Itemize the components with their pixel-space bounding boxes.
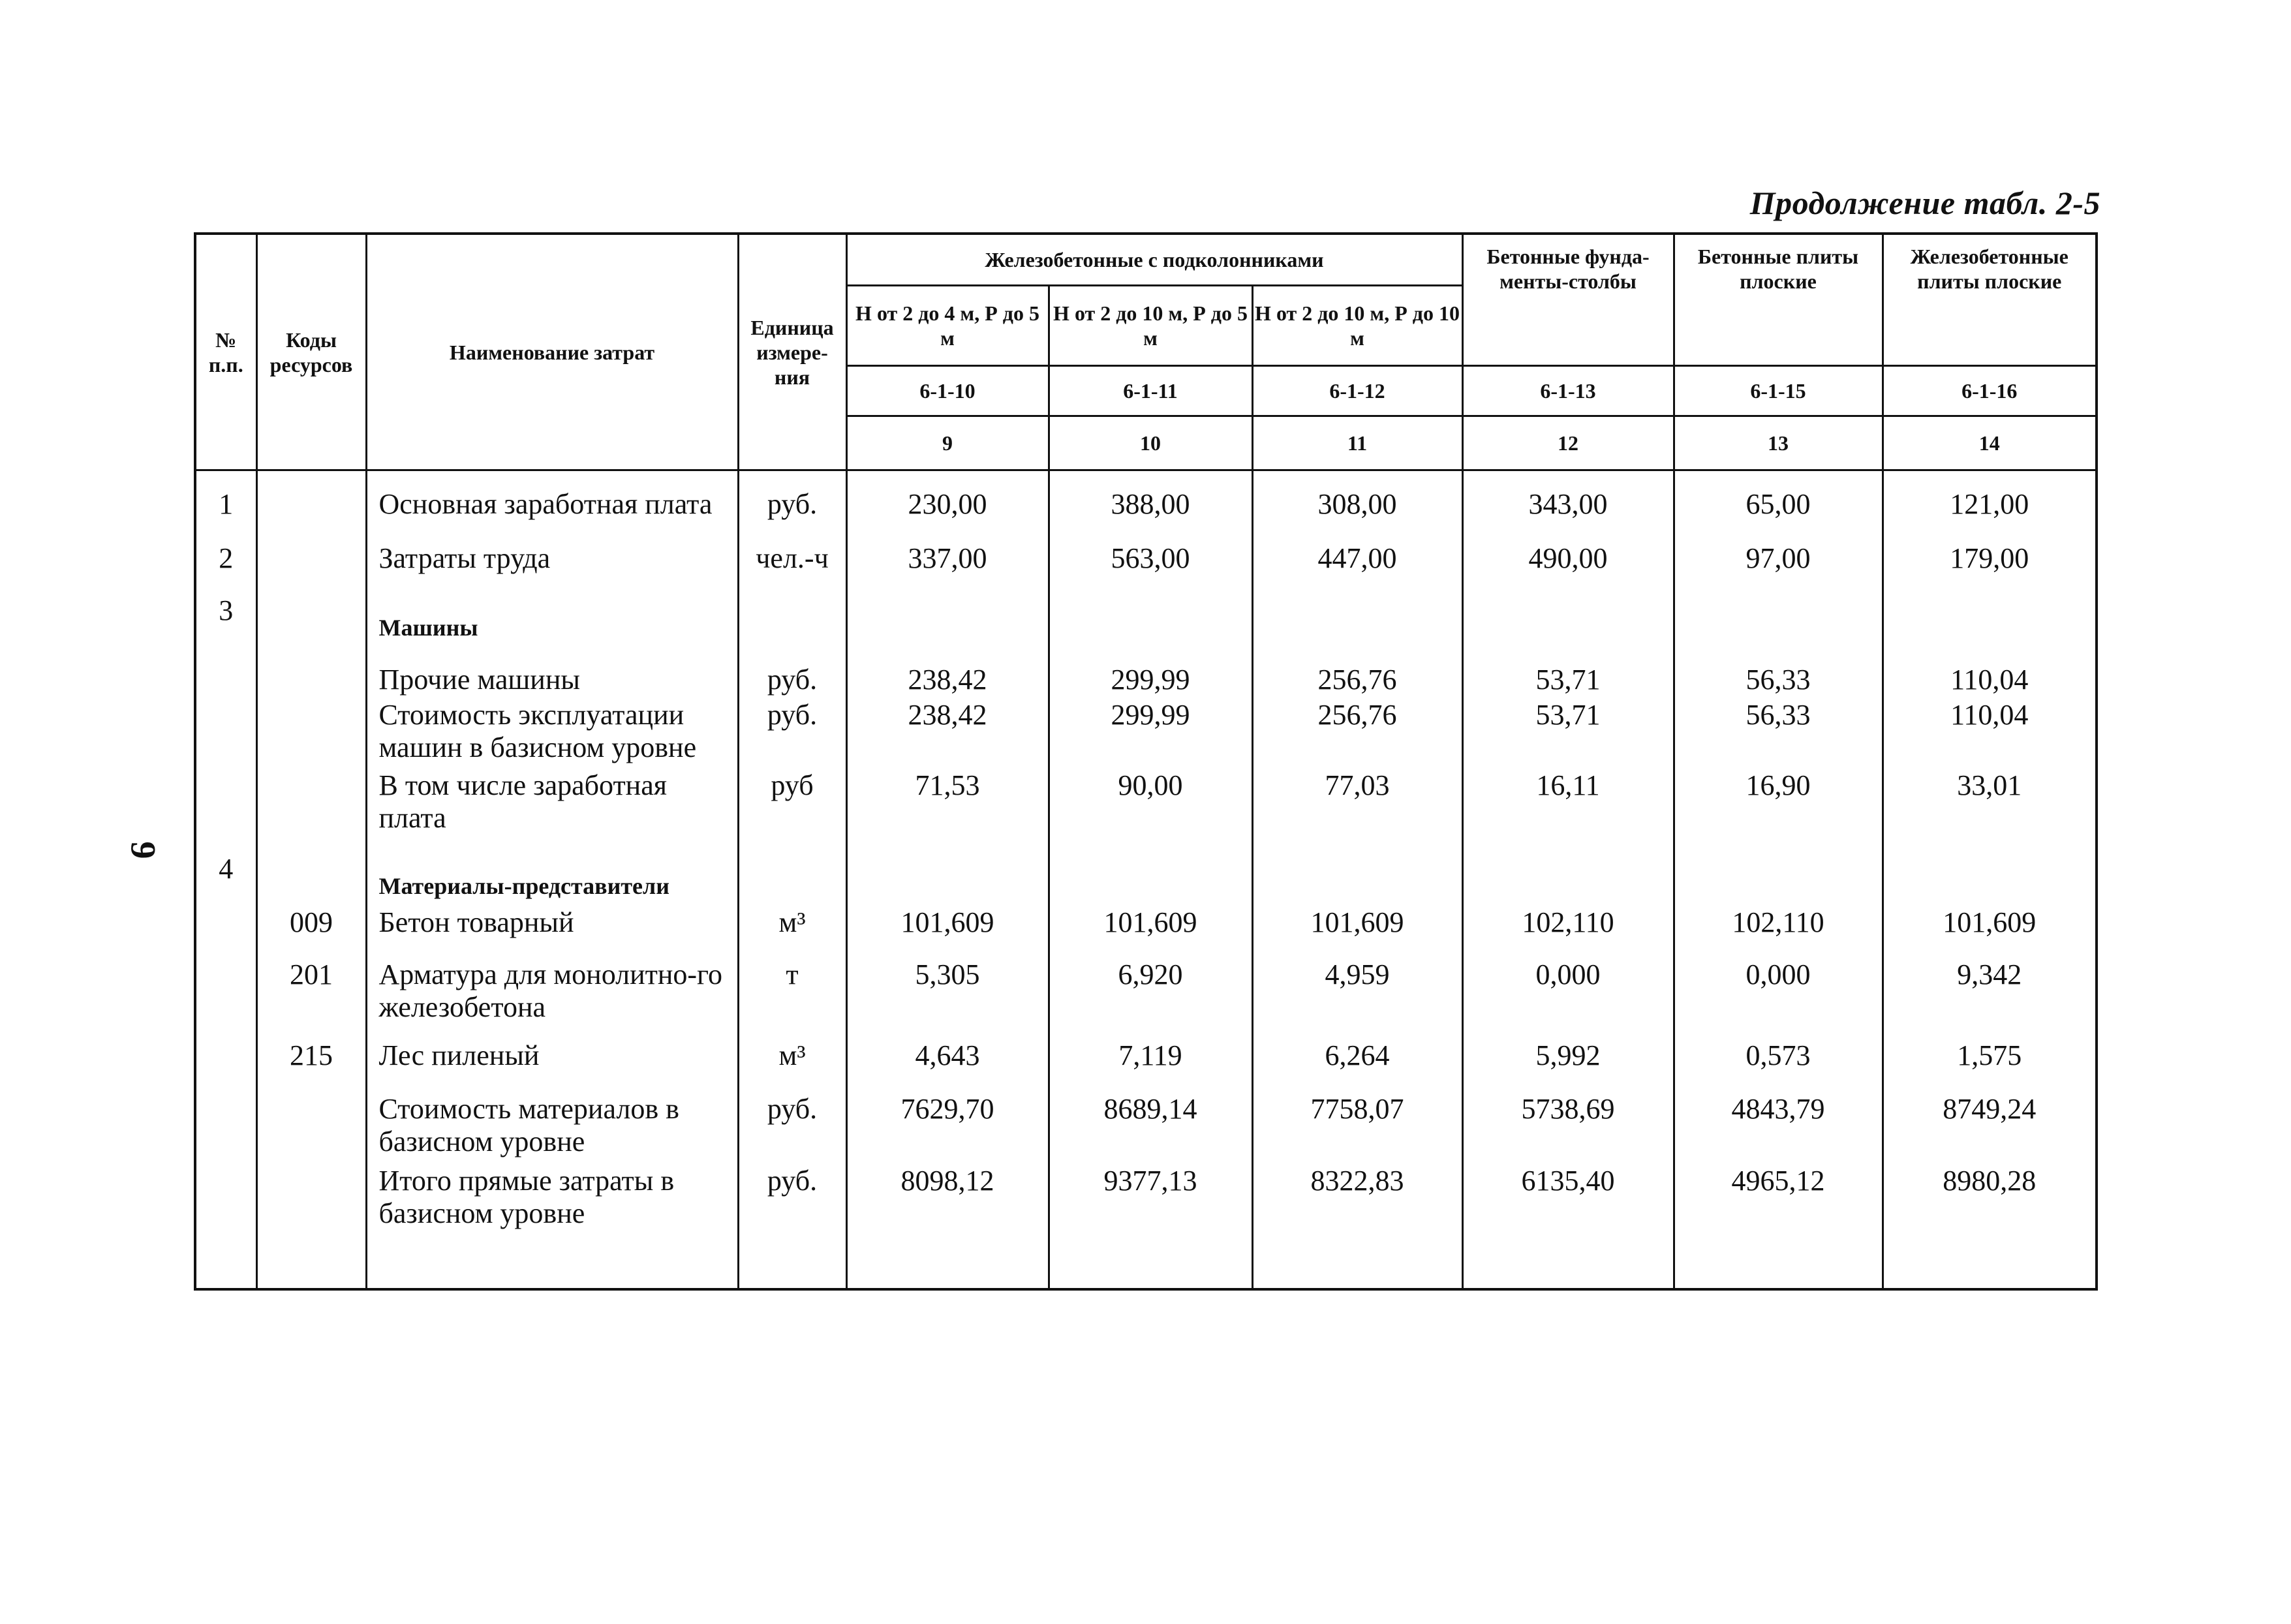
- value-cell: 8980,28: [1883, 1165, 2097, 1289]
- table-row: [195, 769, 2097, 853]
- header-group-reinforced: Железобетонные с подколонниками: [846, 234, 1462, 286]
- table-row: [195, 542, 2097, 594]
- unit-cell: м³: [738, 1039, 846, 1093]
- value-cell: 5,305: [846, 958, 1049, 1039]
- unit-cell: руб.: [738, 1165, 846, 1289]
- header-index-cell: 13: [1674, 416, 1883, 470]
- value-cell: 7629,70: [846, 1093, 1049, 1165]
- row-number: [195, 1039, 256, 1093]
- value-cell: 121,00: [1883, 470, 2097, 542]
- header-code-cell: 6-1-16: [1883, 366, 2097, 416]
- table-row: [195, 1165, 2097, 1289]
- header-sub-2: Н от 2 до 10 м, Р до 5 м: [1049, 286, 1252, 366]
- row-number: [195, 769, 256, 853]
- value-cell: 9377,13: [1049, 1165, 1252, 1289]
- row-number: 1: [195, 470, 256, 542]
- header-index-cell: 9: [846, 416, 1049, 470]
- value-cell: 101,609: [1049, 906, 1252, 958]
- value-cell: [846, 594, 1049, 664]
- value-cell: 9,342: [1883, 958, 2097, 1039]
- table-row: [195, 1093, 2097, 1165]
- header-index-cell: 10: [1049, 416, 1252, 470]
- unit-cell: руб.: [738, 1093, 846, 1165]
- value-cell: 337,00: [846, 542, 1049, 594]
- value-cell: [1049, 594, 1252, 664]
- value-cell: [1049, 853, 1252, 906]
- cost-name: Арматура для монолитно-го железобетона: [366, 958, 738, 1039]
- row-number: [195, 906, 256, 958]
- value-cell: [1462, 594, 1674, 664]
- value-cell: 101,609: [846, 906, 1049, 958]
- header-code-cell: 6-1-13: [1462, 366, 1674, 416]
- value-cell: [1883, 594, 2097, 664]
- value-cell: 256,76: [1252, 664, 1462, 699]
- unit-cell: руб.: [738, 699, 846, 769]
- resource-code: [256, 594, 366, 664]
- row-number: 2: [195, 542, 256, 594]
- value-cell: 65,00: [1674, 470, 1883, 542]
- header-code-cell: 6-1-11: [1049, 366, 1252, 416]
- unit-cell: [738, 853, 846, 906]
- resource-code: [256, 470, 366, 542]
- value-cell: 388,00: [1049, 470, 1252, 542]
- resource-code: [256, 1093, 366, 1165]
- unit-cell: т: [738, 958, 846, 1039]
- value-cell: [1883, 853, 2097, 906]
- value-cell: 71,53: [846, 769, 1049, 853]
- value-cell: 6135,40: [1462, 1165, 1674, 1289]
- table-row: [195, 594, 2097, 664]
- resource-code: [256, 664, 366, 699]
- header-num: № п.п.: [195, 234, 256, 470]
- value-cell: [1252, 853, 1462, 906]
- section-title: Материалы-представители: [366, 853, 738, 906]
- value-cell: 343,00: [1462, 470, 1674, 542]
- value-cell: 110,04: [1883, 699, 2097, 769]
- value-cell: 97,00: [1674, 542, 1883, 594]
- value-cell: 8322,83: [1252, 1165, 1462, 1289]
- value-cell: [1252, 594, 1462, 664]
- resource-code: [256, 542, 366, 594]
- value-cell: [1674, 594, 1883, 664]
- table-row: [195, 853, 2097, 906]
- unit-cell: руб: [738, 769, 846, 853]
- value-cell: 8098,12: [846, 1165, 1049, 1289]
- row-number: [195, 1165, 256, 1289]
- value-cell: 4,643: [846, 1039, 1049, 1093]
- header-index-cell: 11: [1252, 416, 1462, 470]
- value-cell: 490,00: [1462, 542, 1674, 594]
- value-cell: 1,575: [1883, 1039, 2097, 1093]
- resource-code: [256, 853, 366, 906]
- value-cell: [1674, 853, 1883, 906]
- value-cell: 16,90: [1674, 769, 1883, 853]
- section-title: Машины: [366, 594, 738, 664]
- row-number: [195, 1093, 256, 1165]
- value-cell: 563,00: [1049, 542, 1252, 594]
- value-cell: 33,01: [1883, 769, 2097, 853]
- value-cell: 238,42: [846, 664, 1049, 699]
- cost-name: Итого прямые затраты в базисном уровне: [366, 1165, 738, 1289]
- cost-name: Прочие машины: [366, 664, 738, 699]
- value-cell: 4965,12: [1674, 1165, 1883, 1289]
- resource-code: 215: [256, 1039, 366, 1093]
- value-cell: 90,00: [1049, 769, 1252, 853]
- value-cell: [846, 853, 1049, 906]
- value-cell: 7758,07: [1252, 1093, 1462, 1165]
- value-cell: 5,992: [1462, 1039, 1674, 1093]
- resource-code: 201: [256, 958, 366, 1039]
- value-cell: 101,609: [1883, 906, 2097, 958]
- unit-cell: м³: [738, 906, 846, 958]
- resource-code: [256, 769, 366, 853]
- row-number: [195, 699, 256, 769]
- unit-cell: руб.: [738, 470, 846, 542]
- value-cell: 0,000: [1674, 958, 1883, 1039]
- resource-code: 009: [256, 906, 366, 958]
- value-cell: 110,04: [1883, 664, 2097, 699]
- row-number: 3: [195, 594, 256, 664]
- header-unit: Единица измере-ния: [738, 234, 846, 470]
- header-col-flat-concrete: Бетонные плиты плоские: [1674, 234, 1883, 366]
- value-cell: 6,920: [1049, 958, 1252, 1039]
- cost-name: В том числе заработная плата: [366, 769, 738, 853]
- value-cell: 56,33: [1674, 699, 1883, 769]
- value-cell: 4,959: [1252, 958, 1462, 1039]
- cost-name: Затраты труда: [366, 542, 738, 594]
- header-sub-1: Н от 2 до 4 м, Р до 5 м: [846, 286, 1049, 366]
- table-body: [195, 470, 2097, 1290]
- cost-name: Основная заработная плата: [366, 470, 738, 542]
- cost-name: Стоимость материалов в базисном уровне: [366, 1093, 738, 1165]
- resource-code: [256, 1165, 366, 1289]
- cost-name: Бетон товарный: [366, 906, 738, 958]
- row-number: [195, 958, 256, 1039]
- cost-table: [194, 232, 2098, 1291]
- header-index-cell: 12: [1462, 416, 1674, 470]
- value-cell: 102,110: [1462, 906, 1674, 958]
- value-cell: 8689,14: [1049, 1093, 1252, 1165]
- page-number: 9: [123, 841, 163, 859]
- value-cell: 102,110: [1674, 906, 1883, 958]
- table-row: [195, 664, 2097, 699]
- value-cell: 230,00: [846, 470, 1049, 542]
- value-cell: 308,00: [1252, 470, 1462, 542]
- header-code-cell: 6-1-10: [846, 366, 1049, 416]
- unit-cell: руб.: [738, 664, 846, 699]
- value-cell: 8749,24: [1883, 1093, 2097, 1165]
- value-cell: 7,119: [1049, 1039, 1252, 1093]
- header-col-pillars: Бетонные фунда-менты-столбы: [1462, 234, 1674, 366]
- header-sub-3: Н от 2 до 10 м, Р до 10 м: [1252, 286, 1462, 366]
- header-code-cell: 6-1-15: [1674, 366, 1883, 416]
- value-cell: 256,76: [1252, 699, 1462, 769]
- header-col-flat-reinforced: Железобетонные плиты плоские: [1883, 234, 2097, 366]
- value-cell: 0,000: [1462, 958, 1674, 1039]
- resource-code: [256, 699, 366, 769]
- value-cell: 53,71: [1462, 664, 1674, 699]
- cost-name: Лес пиленый: [366, 1039, 738, 1093]
- value-cell: 101,609: [1252, 906, 1462, 958]
- value-cell: 179,00: [1883, 542, 2097, 594]
- value-cell: 299,99: [1049, 664, 1252, 699]
- row-number: 4: [195, 853, 256, 906]
- value-cell: 447,00: [1252, 542, 1462, 594]
- value-cell: 4843,79: [1674, 1093, 1883, 1165]
- table-row: [195, 699, 2097, 769]
- value-cell: 6,264: [1252, 1039, 1462, 1093]
- unit-cell: [738, 594, 846, 664]
- value-cell: 77,03: [1252, 769, 1462, 853]
- value-cell: 299,99: [1049, 699, 1252, 769]
- value-cell: 56,33: [1674, 664, 1883, 699]
- header-codes: Коды ресурсов: [256, 234, 366, 470]
- table-row: [195, 958, 2097, 1039]
- header-code-cell: 6-1-12: [1252, 366, 1462, 416]
- row-number: [195, 664, 256, 699]
- cost-name: Стоимость эксплуатации машин в базисном уровне: [366, 699, 738, 769]
- table-header: [195, 234, 2097, 470]
- value-cell: [1462, 853, 1674, 906]
- value-cell: 16,11: [1462, 769, 1674, 853]
- value-cell: 0,573: [1674, 1039, 1883, 1093]
- value-cell: 5738,69: [1462, 1093, 1674, 1165]
- table-row: [195, 470, 2097, 542]
- table-caption: Продолжение табл. 2-5: [1749, 185, 2100, 221]
- header-index-cell: 14: [1883, 416, 2097, 470]
- table-row: [195, 906, 2097, 958]
- unit-cell: чел.-ч: [738, 542, 846, 594]
- value-cell: 53,71: [1462, 699, 1674, 769]
- table-row: [195, 1039, 2097, 1093]
- header-name: Наименование затрат: [366, 234, 738, 470]
- value-cell: 238,42: [846, 699, 1049, 769]
